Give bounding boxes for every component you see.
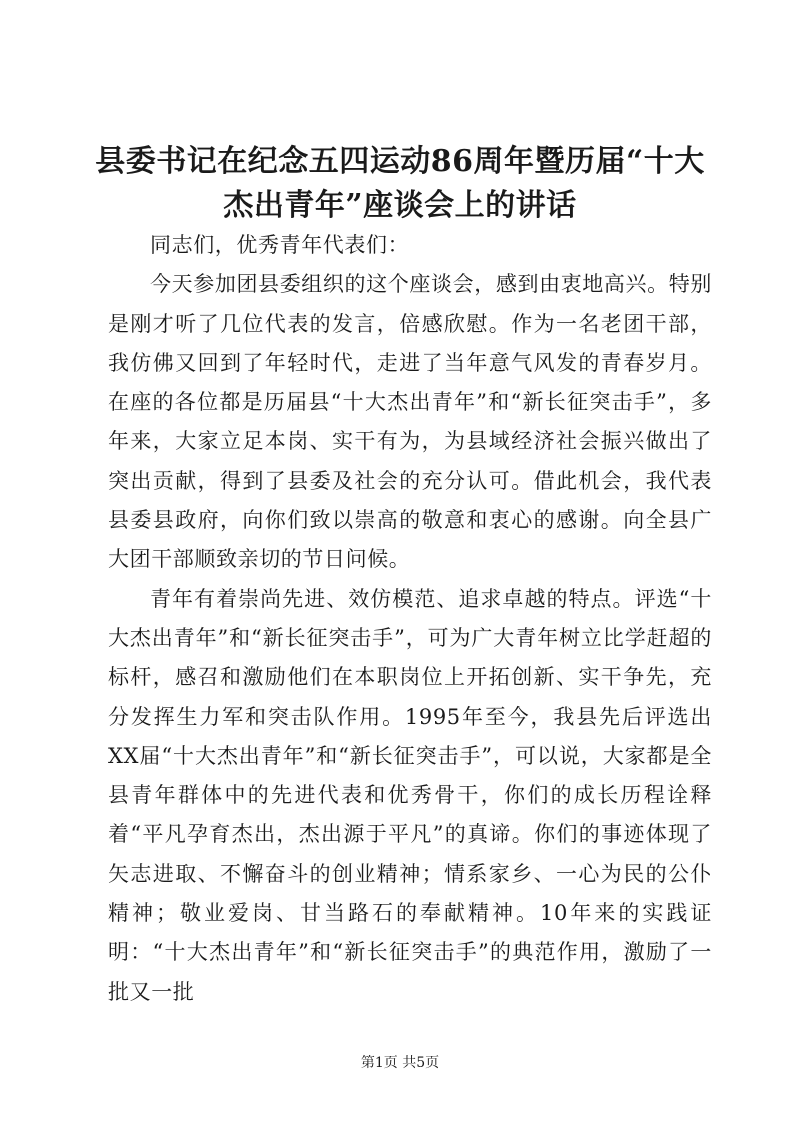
paragraph: 今天参加团县委组织的这个座谈会，感到由衷地高兴。特别是刚才听了几位代表的发言，倍感欣慰。作为一名老团干部，我仿佛又回到了年轻时代，走进了当年意气风发的青春岁月。在座的各位都是历届县“十大杰出青年”和“新长征突击手”，多年来，大家立足本岗、实干有为，为县域经济社会振兴做出了突出贡献，得到了县委及社会的充分认可。借此机会，我代表县委县政府，向你们致以崇高的敬意和衷心的感谢。向全县广大团干部顺致亲切的节日问候。 xyxy=(108,272,712,572)
paragraph: 青年有着崇尚先进、效仿模范、追求卓越的特点。评选“十大杰出青年”和“新长征突击手”，可为广大青年树立比学赶超的标杆，感召和激励他们在本职岗位上开拓创新、实干争先，充分发挥生力军和突击队作用。1995年至今，我县先后评选出XX届“十大杰出青年”和“新长征突击手”，可以说，大家都是全县青年群体中的先进代表和优秀骨干，你们的成长历程诠释着“平凡孕育杰出，杰出源于平凡”的真谛。你们的事迹体现了矢志进取、不懈奋斗的创业精神；情系家乡、一心为民的公仆精神；敬业爱岗、甘当路石的奉献精神。10年来的实践证明：“十大杰出青年”和“新长征突击手”的典范作用，激励了一批又一批 xyxy=(108,586,712,1004)
page-footer: 第1页 共5页 xyxy=(360,1055,440,1071)
document-title: 县委书记在纪念五四运动86周年暨历届“十大杰出青年”座谈会上的讲话 xyxy=(95,144,705,223)
salutation: 同志们，优秀青年代表们： xyxy=(150,233,410,257)
document-body xyxy=(108,226,712,1012)
